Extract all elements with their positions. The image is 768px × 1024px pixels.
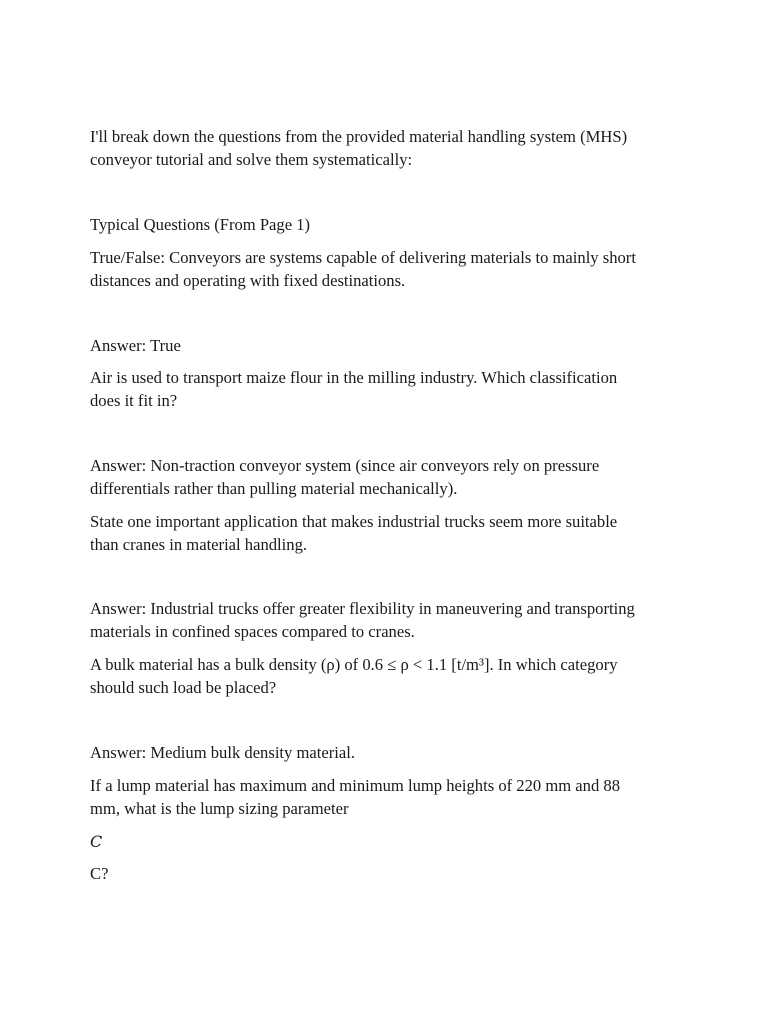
answer-1-line-1: Answer: True (90, 336, 181, 355)
answer-3 (90, 598, 690, 643)
question-2-line-1: Air is used to transport maize flour in the milling industry. Which classification (90, 368, 618, 387)
intro-paragraph (90, 126, 690, 171)
answer-4-line-1: Answer: Medium bulk density material. (90, 743, 355, 762)
answer-2-line-1: Answer: Non-traction conveyor system (since air conveyors rely on pressure (90, 456, 600, 475)
question-5-line-2: mm, what is the lump sizing parameter (90, 798, 349, 818)
question-4-line-2: should such load be placed? (90, 677, 277, 697)
question-4 (90, 654, 690, 699)
intro-line-1: I'll break down the questions from the provided material handling system (MHS) (90, 127, 628, 146)
question-5 (90, 775, 690, 820)
question-3-line-1: State one important application that makes industrial trucks seem more suitable (90, 512, 618, 531)
answer-3-line-1: Answer: Industrial trucks offer greater flexibility in maneuvering and transporting (90, 599, 635, 618)
math-symbol-c: C (90, 832, 103, 851)
question-5-line-1: If a lump material has maximum and minimum lump heights of 220 mm and 88 (90, 776, 620, 795)
section-heading-text: Typical Questions (From Page 1) (90, 215, 311, 234)
question-3-line-2: than cranes in material handling. (90, 534, 308, 554)
question-4-line-1: A bulk material has a bulk density (ρ) of 0.6 ≤ ρ < 1.1 [t/m³]. In which category (90, 655, 618, 674)
question-3 (90, 511, 690, 556)
question-5-end-text: C? (90, 864, 109, 883)
question-1-line-2: distances and operating with fixed destinations. (90, 270, 406, 290)
intro-line-2: conveyor tutorial and solve them systematically: (90, 149, 413, 169)
question-5-end (90, 863, 690, 886)
answer-2-line-2: differentials rather than pulling material mechanically). (90, 478, 458, 498)
question-1-line-1: True/False: Conveyors are systems capable of delivering materials to mainly short (90, 248, 636, 267)
question-2-line-2: does it fit in? (90, 390, 178, 410)
answer-3-line-2: materials in confined spaces compared to cranes. (90, 621, 415, 641)
answer-2 (90, 455, 690, 500)
question-2 (90, 367, 690, 412)
answer-1 (90, 335, 690, 358)
question-1 (90, 247, 690, 292)
section-heading (90, 214, 690, 237)
answer-4 (90, 742, 690, 765)
